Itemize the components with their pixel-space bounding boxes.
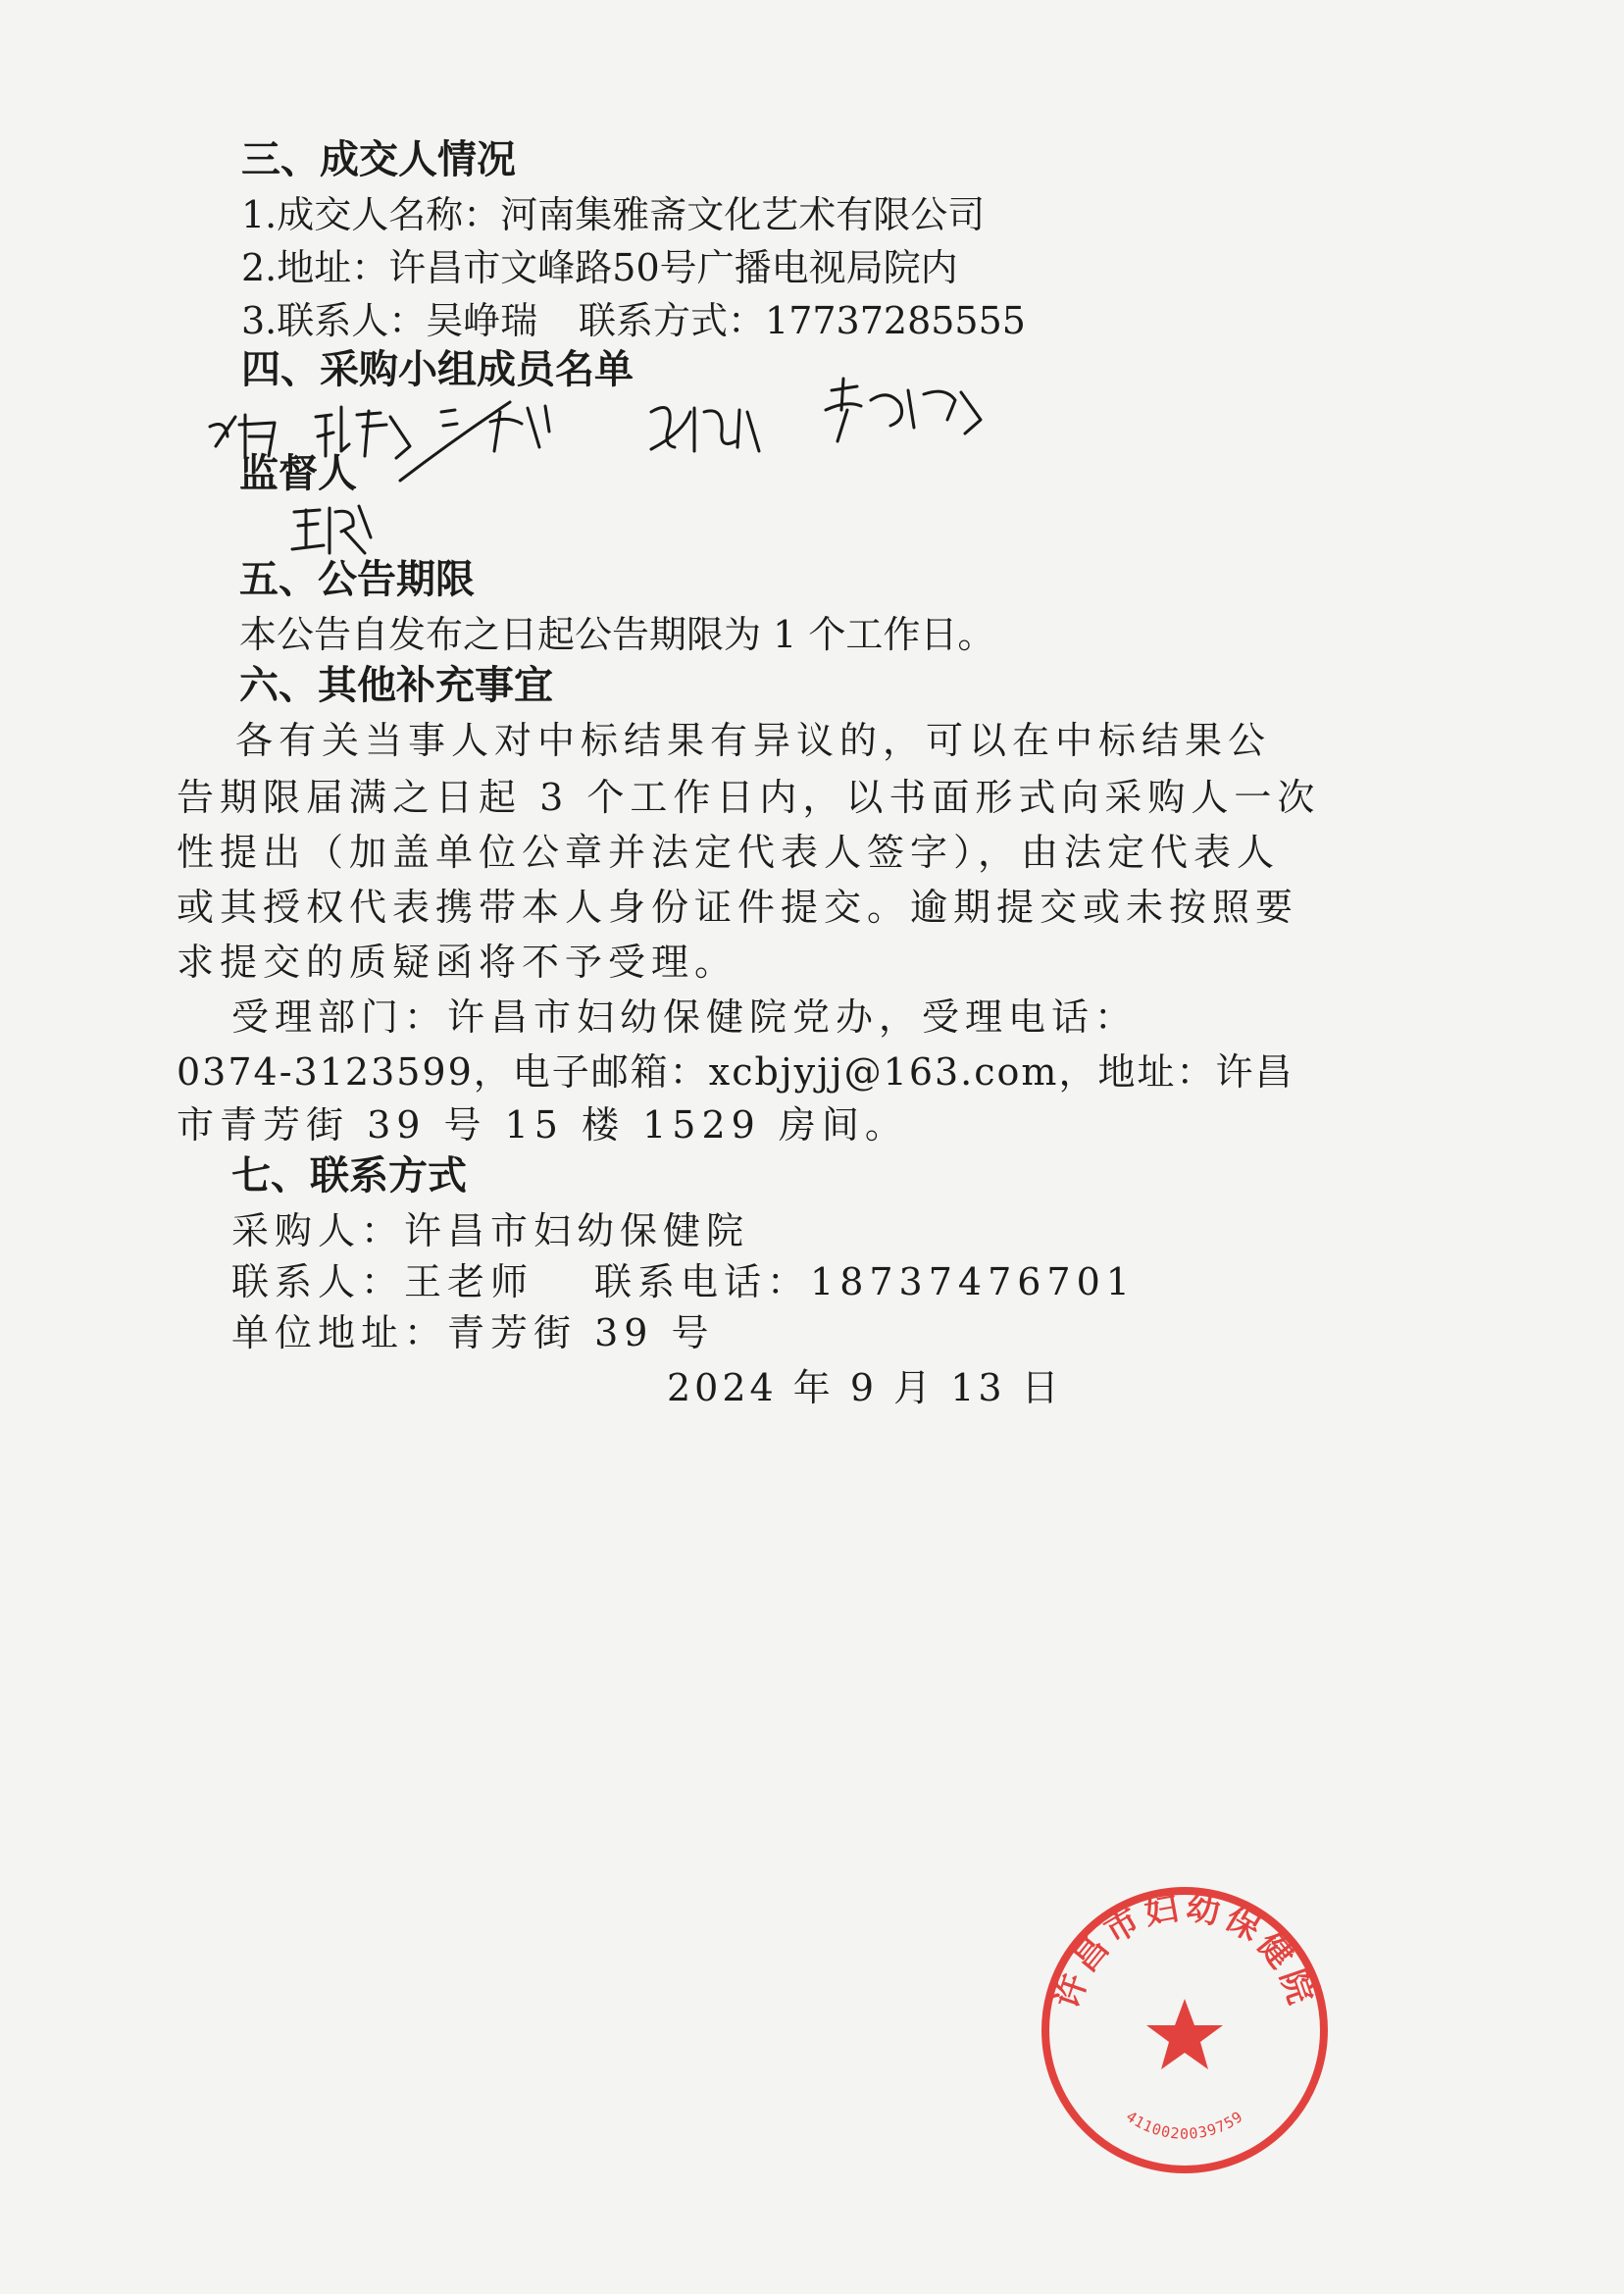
official-seal xyxy=(1038,1883,1332,2177)
winner-address-label: 2.地址： xyxy=(241,246,389,289)
section5-heading: 五、公告期限 xyxy=(239,557,475,602)
paragraph-line: 性提出（加盖单位公章并法定代表人签字），由法定代表人 xyxy=(177,831,1281,874)
winner-address-value: 许昌市文峰路50号广播电视局院内 xyxy=(388,246,958,289)
winner-contact-label: 3.联系人： xyxy=(241,299,427,342)
buyer-contact-value: 王老师 xyxy=(404,1260,534,1303)
notice-period-text: 本公告自发布之日起公告期限为 1 个工作日。 xyxy=(239,613,995,656)
seal-text: 许昌市妇幼保健院 xyxy=(1047,1887,1322,2014)
section6-heading: 六、其他补充事宜 xyxy=(239,663,553,708)
buyer-contact-label: 联系人： xyxy=(231,1260,405,1303)
svg-text:许昌市妇幼保健院 xyxy=(1047,1888,1321,2014)
buyer-phone-line xyxy=(594,1257,1136,1306)
paragraph-line: 各有关当事人对中标结果有异议的，可以在中标结果公 xyxy=(235,719,1272,762)
buyer-address-value: 青芳街 39 号 xyxy=(447,1311,715,1354)
star-icon xyxy=(1146,1999,1223,2069)
buyer-value: 许昌市妇幼保健院 xyxy=(404,1209,750,1252)
paragraph-line: 告期限届满之日起 3 个工作日内，以书面形式向采购人一次 xyxy=(177,776,1321,819)
winner-name-label: 1.成交人名称： xyxy=(241,193,501,236)
winner-name-value: 河南集雅斋文化艺术有限公司 xyxy=(500,193,986,236)
paragraph-line: 或其授权代表携带本人身份证件提交。逾期提交或未按照要 xyxy=(177,886,1299,929)
winner-name-line xyxy=(241,190,985,239)
winner-phone-value: 17737285555 xyxy=(765,299,1026,342)
winner-address-line xyxy=(241,243,958,292)
paragraph-line: 求提交的质疑函将不予受理。 xyxy=(177,941,738,984)
buyer-address-line xyxy=(231,1308,715,1357)
buyer-line xyxy=(231,1206,749,1255)
signature-4 xyxy=(645,392,768,465)
supervisor-label: 监督人 xyxy=(239,451,357,496)
seal-code: 4110020039759 xyxy=(1122,2107,1247,2143)
buyer-label: 采购人： xyxy=(231,1209,405,1252)
buyer-contact-line xyxy=(231,1257,533,1306)
paragraph-line: 市青芳街 39 号 15 楼 1529 房间。 xyxy=(177,1103,908,1147)
date: 2024 年 9 月 13 日 xyxy=(667,1366,1063,1409)
paragraph-line: 受理部门：许昌市妇幼保健院党办，受理电话： xyxy=(231,995,1139,1039)
section7-heading: 七、联系方式 xyxy=(231,1153,467,1198)
signature-5 xyxy=(818,371,990,458)
winner-contact-value: 吴峥瑞 xyxy=(426,299,538,342)
section3-heading: 三、成交人情况 xyxy=(241,137,516,182)
svg-text:4110020039759 xyxy=(1123,2108,1246,2143)
buyer-address-label: 单位地址： xyxy=(231,1311,448,1354)
buyer-phone-value: 18737476701 xyxy=(810,1260,1136,1303)
supervisor-signature xyxy=(290,498,379,563)
winner-phone-label: 联系方式： xyxy=(579,299,766,342)
buyer-phone-label: 联系电话： xyxy=(594,1260,811,1303)
signature-3 xyxy=(392,392,579,489)
winner-phone-line xyxy=(579,296,1026,345)
section4-heading: 四、采购小组成员名单 xyxy=(241,347,634,392)
winner-contact-line xyxy=(241,296,537,345)
paragraph-line: 0374-3123599，电子邮箱：xcbjyjj@163.com，地址：许昌 xyxy=(177,1050,1294,1094)
